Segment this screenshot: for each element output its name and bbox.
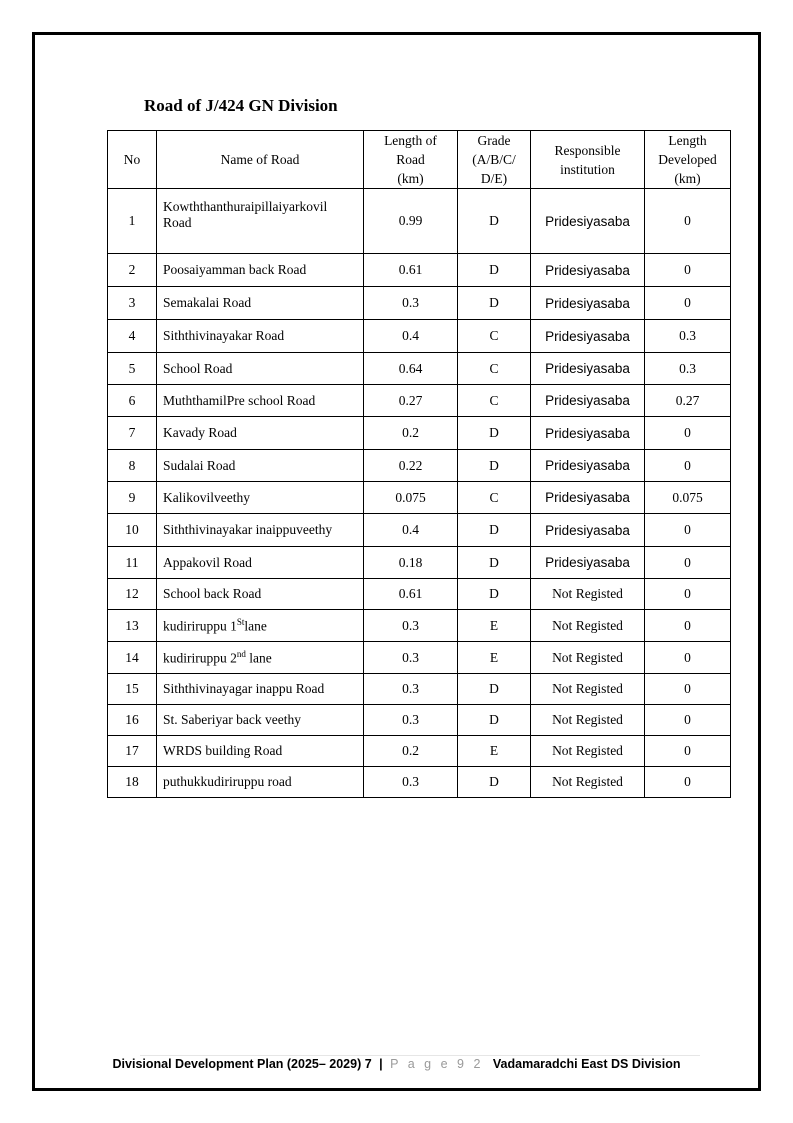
table-row (108, 610, 731, 642)
road-name (157, 767, 364, 798)
responsible-institution: Not Registed (531, 705, 645, 736)
road-grade: D (458, 287, 531, 320)
road-name-suffix: lane (244, 618, 267, 634)
road-grade: C (458, 482, 531, 514)
page-footer (0, 1057, 793, 1071)
road-length: 0.4 (364, 514, 458, 547)
responsible-institution: Not Registed (531, 642, 645, 674)
road-name (157, 736, 364, 767)
responsible-institution: Pridesiyasaba (531, 514, 645, 547)
responsible-institution: Pridesiyasaba (531, 254, 645, 287)
length-developed: 0.3 (645, 353, 731, 385)
responsible-institution: Not Registed (531, 767, 645, 798)
road-name-superscript: St (236, 616, 245, 627)
table-row (108, 482, 731, 514)
row-number: 14 (108, 642, 157, 674)
table-row (108, 417, 731, 450)
length-developed: 0.3 (645, 320, 731, 353)
length-developed: 0 (645, 705, 731, 736)
road-length: 0.4 (364, 320, 458, 353)
road-name-text: Siththivinayakar Road (163, 328, 285, 343)
road-name (157, 254, 364, 287)
table-row (108, 705, 731, 736)
road-length: 0.3 (364, 705, 458, 736)
table-row (108, 254, 731, 287)
road-length: 0.64 (364, 353, 458, 385)
road-name (157, 189, 364, 254)
road-name-text: puthukkudiriruppu road (163, 774, 292, 789)
responsible-institution: Pridesiyasaba (531, 320, 645, 353)
footer-separator: | (379, 1057, 383, 1071)
road-name (157, 482, 364, 514)
road-grade: E (458, 610, 531, 642)
road-name-text: Semakalai Road (163, 295, 252, 310)
responsible-institution: Not Registed (531, 579, 645, 610)
road-name (157, 674, 364, 705)
road-length: 0.075 (364, 482, 458, 514)
road-grade: D (458, 254, 531, 287)
responsible-institution: Not Registed (531, 610, 645, 642)
length-developed: 0 (645, 254, 731, 287)
road-name (157, 320, 364, 353)
road-length: 0.22 (364, 450, 458, 482)
footer-division: Vadamaradchi East DS Division (492, 1057, 681, 1071)
road-name (157, 385, 364, 417)
road-name-text: Poosaiyamman back Road (163, 262, 307, 277)
road-name-text: St. Saberiyar back veethy (163, 712, 301, 727)
length-developed: 0 (645, 417, 731, 450)
length-developed: 0.075 (645, 482, 731, 514)
road-name-text: kudiriruppu 2 (163, 650, 237, 666)
road-grade: C (458, 385, 531, 417)
table-row (108, 287, 731, 320)
header-name-of-road: Name of Road (157, 131, 364, 189)
road-length: 0.18 (364, 547, 458, 579)
row-number: 8 (108, 450, 157, 482)
road-grade: C (458, 353, 531, 385)
road-grade: D (458, 767, 531, 798)
road-grade: D (458, 705, 531, 736)
length-developed: 0 (645, 642, 731, 674)
responsible-institution: Pridesiyasaba (531, 417, 645, 450)
road-grade: D (458, 547, 531, 579)
road-grade: E (458, 736, 531, 767)
road-name-superscript: nd (236, 648, 246, 659)
responsible-institution: Not Registed (531, 736, 645, 767)
road-name-text: MuththamilPre school Road (163, 392, 316, 408)
header-responsible-institution: Responsible institution (531, 131, 645, 189)
responsible-institution: Pridesiyasaba (531, 482, 645, 514)
table-row (108, 674, 731, 705)
road-name-text: Siththivinayagar inappu Road (163, 681, 325, 696)
road-length: 0.27 (364, 385, 458, 417)
road-name (157, 610, 364, 642)
row-number: 17 (108, 736, 157, 767)
length-developed: 0 (645, 287, 731, 320)
road-grade: D (458, 514, 531, 547)
table-row (108, 547, 731, 579)
road-name (157, 353, 364, 385)
road-name (157, 417, 364, 450)
road-grade: D (458, 674, 531, 705)
road-name-suffix: lane (245, 650, 272, 666)
length-developed: 0 (645, 514, 731, 547)
row-number: 2 (108, 254, 157, 287)
length-developed: 0 (645, 189, 731, 254)
road-grade: C (458, 320, 531, 353)
row-number: 3 (108, 287, 157, 320)
footer-divider (140, 1055, 700, 1056)
table-row (108, 320, 731, 353)
row-number: 7 (108, 417, 157, 450)
road-name-text: Kowththanthuraipillaiyarkovil Road (163, 199, 328, 230)
table-row (108, 189, 731, 254)
length-developed: 0 (645, 767, 731, 798)
responsible-institution: Pridesiyasaba (531, 450, 645, 482)
length-developed: 0 (645, 610, 731, 642)
row-number: 12 (108, 579, 157, 610)
road-grade: D (458, 579, 531, 610)
header-length-developed: Length Developed (km) (645, 131, 731, 189)
row-number: 9 (108, 482, 157, 514)
page-title: Road of J/424 GN Division (144, 96, 338, 115)
length-developed: 0 (645, 547, 731, 579)
table-row (108, 642, 731, 674)
row-number: 11 (108, 547, 157, 579)
table-body (108, 189, 731, 798)
road-length: 0.3 (364, 287, 458, 320)
road-name-text: Sudalai Road (163, 457, 236, 473)
road-name (157, 514, 364, 547)
road-name (157, 450, 364, 482)
road-name (157, 579, 364, 610)
table-row (108, 385, 731, 417)
road-length: 0.99 (364, 189, 458, 254)
responsible-institution: Pridesiyasaba (531, 287, 645, 320)
road-length: 0.61 (364, 579, 458, 610)
roads-table (107, 130, 731, 798)
footer-page-number: P a g e 9 2 (390, 1057, 484, 1071)
road-name-text: WRDS building Road (163, 743, 283, 758)
road-length: 0.61 (364, 254, 458, 287)
length-developed: 0 (645, 450, 731, 482)
table-row (108, 514, 731, 547)
responsible-institution: Pridesiyasaba (531, 189, 645, 254)
table-row (108, 767, 731, 798)
road-name (157, 287, 364, 320)
table-header-row (108, 131, 731, 189)
road-name-text: Kavady Road (163, 425, 237, 440)
road-length: 0.2 (364, 417, 458, 450)
row-number: 6 (108, 385, 157, 417)
table-row (108, 579, 731, 610)
responsible-institution: Not Registed (531, 674, 645, 705)
road-length: 0.3 (364, 642, 458, 674)
length-developed: 0 (645, 674, 731, 705)
table-row (108, 736, 731, 767)
row-number: 10 (108, 514, 157, 547)
table-row (108, 353, 731, 385)
road-length: 0.2 (364, 736, 458, 767)
road-name-text: Siththivinayakar inaippuveethy (163, 522, 333, 537)
road-name (157, 642, 364, 674)
road-length: 0.3 (364, 674, 458, 705)
length-developed: 0 (645, 736, 731, 767)
row-number: 4 (108, 320, 157, 353)
footer-plan-title: Divisional Development Plan (2025– 2029) 7 (112, 1057, 372, 1071)
road-length: 0.3 (364, 610, 458, 642)
road-grade: D (458, 189, 531, 254)
road-name-text: School Road (163, 360, 233, 376)
road-length: 0.3 (364, 767, 458, 798)
row-number: 18 (108, 767, 157, 798)
responsible-institution: Pridesiyasaba (531, 385, 645, 417)
road-name (157, 705, 364, 736)
road-name (157, 547, 364, 579)
header-length-of-road: Length of Road (km) (364, 131, 458, 189)
row-number: 15 (108, 674, 157, 705)
road-name-text: kudiriruppu 1 (163, 618, 237, 634)
road-grade: D (458, 450, 531, 482)
row-number: 13 (108, 610, 157, 642)
responsible-institution: Pridesiyasaba (531, 353, 645, 385)
row-number: 5 (108, 353, 157, 385)
header-no: No (108, 131, 157, 189)
length-developed: 0.27 (645, 385, 731, 417)
responsible-institution: Pridesiyasaba (531, 547, 645, 579)
header-grade: Grade (A/B/C/ D/E) (458, 131, 531, 189)
row-number: 16 (108, 705, 157, 736)
road-grade: E (458, 642, 531, 674)
length-developed: 0 (645, 579, 731, 610)
road-name-text: Appakovil Road (163, 554, 252, 570)
road-name-text: School back Road (163, 586, 262, 601)
table-row (108, 450, 731, 482)
road-grade: D (458, 417, 531, 450)
row-number: 1 (108, 189, 157, 254)
road-name-text: Kalikovilveethy (163, 489, 250, 505)
